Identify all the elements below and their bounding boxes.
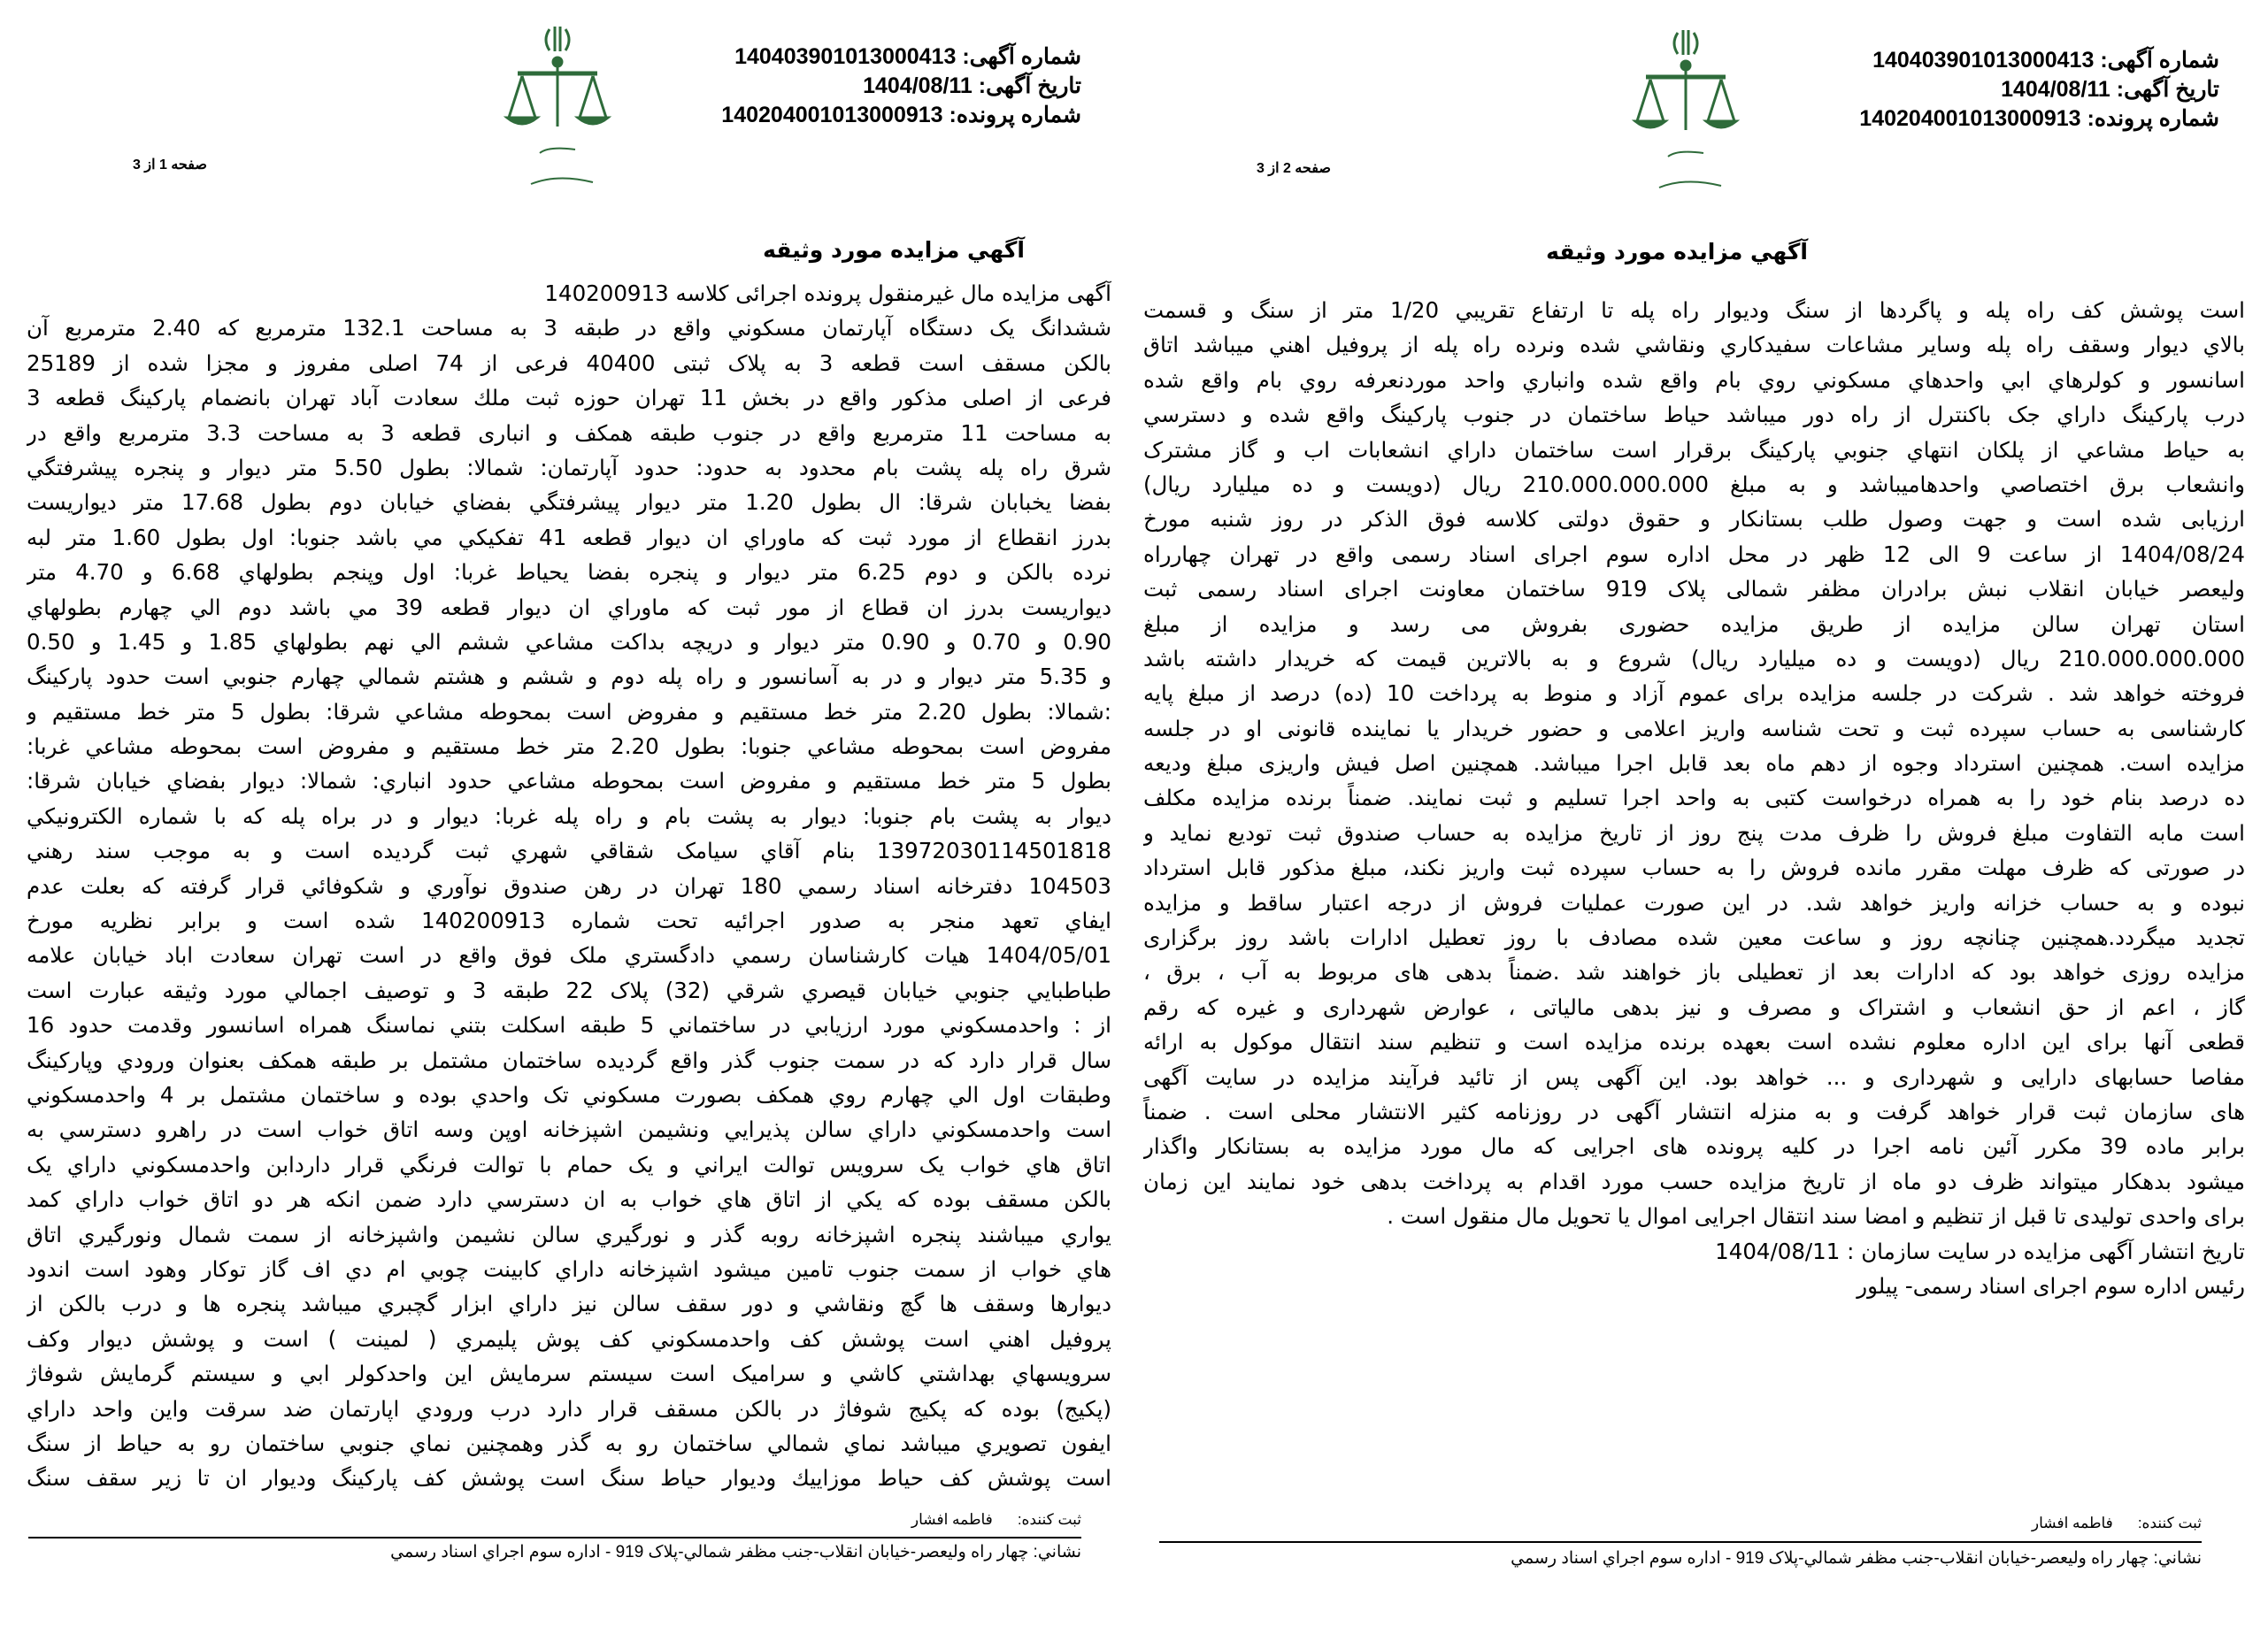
- text-line: است مابه التفاوت مبلغ فروش را ظرف مدت پنج روز از تاريخ مزايده به حساب صندوق ثبت توديع نمايد و: [1143, 819, 2245, 846]
- text-line: رئيس اداره سوم اجرای اسناد رسمی- پيلور: [1857, 1272, 2245, 1299]
- text-line: وليعصر خيابان انقلاب نبش برادران مظفر شمالی پلاک 919 ساختمان معاونت اجرای اسناد رسمی ثبت: [1143, 576, 2245, 602]
- text-line: يواري ميباشند پنجره اشپزخانه روبه گذر و نورگيري سالن نشيمن واشپزخانه از سمت شمال ونورگيري اتاق: [27, 1221, 1111, 1247]
- text-line: طباطبايي جنوبي خيابان قيصري شرقي (32) پلاک 22 طبقه 3 و توصيف اجمالي مورد وثيقه عبارت است: [27, 977, 1111, 1003]
- text-line: ديوار به پشت بام جنوبا: ديوار به پشت بام و راه پله غربا: ديوار و در براه پله كه با شماره الكترونيكي: [27, 802, 1111, 829]
- text-line: برای واحدی توليدی تا قبل از تنظيم و امضا سند انتقال اجرايی اموال يا تحويل مال منقول است .: [1387, 1203, 2245, 1230]
- address: نشاني: چهار راه وليعصر-خيابان انقلاب-جنب مظفر شمالي-پلاک 919 - اداره سوم اجراي اسناد رسمي: [1511, 1549, 2202, 1568]
- judiciary-logo: [491, 7, 624, 197]
- text-line: است واحدمسكوني داراي سالن پذيرايي ونشيمن اشپزخانه اوپن وسه اتاق خواب است در راهرو دسترسي به: [27, 1116, 1111, 1143]
- ad-date: تاريخ آگهی: 1404/08/11: [863, 73, 1081, 98]
- text-line: وانشعاب برق اختصاصي واحدهاميباشد و به مبلغ 210.000.000.000 ريال (دويست و ده ميليارد ريال): [1143, 471, 2245, 497]
- notice-body: [27, 276, 1111, 1496]
- text-line: هاي خواب از سمت جنوب تامين ميشود اشپزخانه داراي كابينت چوبي ام دي اف گاز توكار وهود است اندود: [27, 1255, 1111, 1282]
- text-line: است پوشش كف حياط موزاييك وديوار حياط سنگ است پوشش كف پاركينگ وديوار ان تا زير سقف سنگ: [27, 1465, 1111, 1492]
- page-number: صفحه 1 از 3: [133, 157, 207, 173]
- notice-title: آگهي مزايده مورد وثيقه: [1546, 239, 1808, 265]
- address: نشاني: چهار راه وليعصر-خيابان انقلاب-جنب مظفر شمالي-پلاک 919 - اداره سوم اجراي اسناد رسمي: [390, 1543, 1081, 1561]
- divider: [1159, 1541, 2202, 1543]
- text-line: 0.90 و 0.70 و 0.90 متر ديوار و دريچه بداكت مشاعي ششم الي نهم بطولهاي 1.85 و 1.45 و 0.50: [27, 628, 1111, 655]
- text-line: ديوارها وسقف ها گچ ونقاشي و دور سقف سالن نيز داراي ابزار گچبري ميباشد پنجره ها و درب بالكن از: [27, 1291, 1111, 1317]
- text-line: ديواريست بدرز ان قطاع از مور ثبت كه ماوراي ان ديوار قطعه 39 مي باشد دوم الي چهارم بطولهاي: [27, 594, 1111, 620]
- text-line: 1404/05/01 هيات كارشناسان رسمي دادگستري ملک فوق واقع در است تهران سعادت اباد خيابان علامه: [27, 942, 1111, 969]
- text-line: ايفون تصويري ميباشد نماي شمالي ساختمان رو به گذر وهمچنين نماي جنوبي ساختمان رو به حياط از سنگ: [27, 1430, 1111, 1456]
- text-line: ميشود بدهکار ميتواند ظرف دو ماه از تاريخ مزايده حسب مورد اقدام به پرداخت بدهی خود نمايند اين زمان: [1143, 1168, 2245, 1194]
- document-page-2: [1133, 0, 2268, 1642]
- notice-body: [1143, 293, 2245, 1303]
- text-line: بدرز انقطاع از مورد ثبت كه ماوراي ان ديوار قطعه 41 تفكيكي مي باشد جنوبا: اول بطول 1.60 متر لبه: [27, 524, 1111, 550]
- text-line: ايفاي تعهد منجر به صدور اجرائيه تحت شماره 140200913 شده است و برابر نظريه مورخ: [27, 908, 1111, 934]
- text-line: بالکن مسقف است قطعه 3 به پلاک ثبتی 40400 فرعی از 74 اصلی مفروز و مجزا شده از 25189: [27, 349, 1111, 376]
- text-line: فرعی از اصلی مذکور واقع در بخش 11 تهران حوزه ثبت ملك سعادت آباد تهران بانضمام پارکينگ قطعه 3: [27, 385, 1111, 411]
- text-line: و 5.35 متر ديوار و در به آسانسور و راه پله دوم و ششم و هشتم شمالي چهارم جنوبي است حدود پاركينگ: [27, 664, 1111, 690]
- text-line: تجديد ميگردد.همچنين چنانچه روز و ساعت معين شده مصادف با روز تعطيل ادارات باشد روز برگزاری: [1143, 925, 2245, 951]
- header-meta: [1859, 46, 2219, 134]
- text-line: استان تهران سالن مزايده از طريق مزايده حضوری بفروش می رسد و مزايده از مبلغ: [1143, 610, 2245, 637]
- registrar-name: فاطمه افشار: [911, 1511, 993, 1528]
- text-line: (پكيج) بوده كه پكيج شوفاژ در بالكن مسقف قرار دارد درب ورودي اپارتمان ضد سرقت واين واحد داراي: [27, 1395, 1111, 1422]
- text-line: 104503 دفترخانه اسناد رسمي 180 تهران در رهن صندوق نوآوري و شكوفائي قرار گرفته كه بعلت عدم: [27, 872, 1111, 899]
- text-line: است پوشش کف راه پله و پاگردها از سنگ وديوار راه پله تا ارتفاع تقريبي 1/20 متر از سنگ و قسمت: [1143, 297, 2245, 323]
- case-number: شماره پرونده: 140204001013000913: [721, 103, 1081, 127]
- text-line: 13972030114501818 بنام آقاي سيامک شقاقي شهري ثبت گرديده است و به موجب سند رهني: [27, 838, 1111, 864]
- text-line: قطعی آنها برای اين اداره معلوم نشده است بعهده برنده مزايده است و تنظيم سند انتقال موکول به ارائه: [1143, 1029, 2245, 1055]
- divider: [28, 1537, 1081, 1538]
- text-line: ده درصد بنام خود را به همراه درخواست کتبی به واحد اجرا تسليم و ثبت نمايند. ضمناً برنده مزايده مکلف: [1143, 785, 2245, 811]
- notice-title: آگهي مزايده مورد وثيقه: [763, 237, 1025, 263]
- text-line: برابر ماده 39 مکرر آئين نامه اجرا در کليه پرونده های اجرايی که مال مورد مزايده به بستانکار واگذار: [1143, 1133, 2245, 1160]
- text-line: تاريخ انتشار آگهی مزايده در سايت سازمان : 1404/08/11: [1715, 1238, 2245, 1264]
- registrar-name: فاطمه افشار: [2031, 1515, 2113, 1531]
- text-line: آگهی مزايده مال غيرمنقول پرونده اجرائی کلاسه 140200913: [544, 280, 1111, 306]
- text-line: پروفيل اهني است پوشش كف واحدمسكوني كف پوش پليمري ( لمينت ) است و پوشش ديوار وكف: [27, 1325, 1111, 1352]
- text-line: از : واحدمسكوني مورد ارزيابي در ساختماني 5 طبقه اسكلت بتني نماسنگ همراه اسانسور وقدمت حدود 16: [27, 1012, 1111, 1039]
- ad-number: شماره آگهی: 140403901013000413: [1872, 48, 2219, 73]
- ad-date: تاريخ آگهی: 1404/08/11: [2001, 77, 2219, 102]
- page-number: صفحه 2 از 3: [1257, 161, 1331, 176]
- registrar: [887, 1511, 1081, 1529]
- document-page-1: [0, 0, 1133, 1642]
- text-line: به مساحت 11 مترمربع واقع در جنوب طبقه همکف و انباری قطعه 3 به مساحت 3.3 مترمربع واقع در: [27, 419, 1111, 446]
- text-line: اسانسور و کولرهاي ابي واحدهاي مسکوني روي بام واقع شده وانباري واحد موردنعرفه روي بام واقع شده: [1143, 366, 2245, 393]
- text-line: بطول 5 متر خط مستقيم و مفروض است بمحوطه مشاعي حدود انباري: شمالا: ديوار بفضاي خيابان شرقا:: [27, 768, 1111, 794]
- text-line: مفاصا حسابهای دارايی و شهرداری و ... خواهد بود. اين آگهی پس از تائيد فرآيند مزايده در سايت آگهی: [1143, 1063, 2245, 1090]
- text-line: مفروض است بمحوطه مشاعي جنوبا: بطول 2.20 متر خط مستقيم و مفروض است بمحوطه مشاعي غربا:: [27, 733, 1111, 760]
- text-line: بالاي ديوار وسقف راه پله وساير مشاعات سفيدکاري ونقاشي شده ونرده راه پله از پروفيل اهني ميباشد اتاق: [1143, 332, 2245, 358]
- text-line: مزايده است. همچنين استرداد وجوه از دهم ماه بعد قابل اجرا ميباشد. همچنين اصل فيش واريزی مبلغ وديعه: [1143, 750, 2245, 777]
- text-line: 1404/08/24 از ساعت 9 الی 12 ظهر در محل اداره سوم اجرای اسناد رسمی واقع در تهران چهارراه: [1143, 541, 2245, 567]
- registrar-label: ثبت کننده:: [2137, 1515, 2202, 1531]
- case-number: شماره پرونده: 140204001013000913: [1859, 106, 2219, 131]
- text-line: های سازمان ثبت قرار خواهد گرفت و به منزله انتشار آگهی در روزنامه کثير الانتشار محلی است . ضمناً: [1143, 1098, 2245, 1124]
- header-meta: [721, 42, 1081, 130]
- text-line: نبوده و به حساب خزانه واريز خواهد شد. در اين صورت عمليات فروش از درجه اعتبار ساقط و مزايده: [1143, 889, 2245, 916]
- text-line: سرويسهاي بهداشتي كاشي و سراميک است سيستم سرمايش اين واحدكولر ابي و سيستم گرمايش شوفاژ: [27, 1361, 1111, 1387]
- text-line: مزايده روزی خواهد بود که ادارات بعد از تعطيلی باز خواهند شد .ضمناً بدهی های مربوط به آب ، برق ،: [1143, 959, 2245, 986]
- text-line: به حياط مشاعي از پلکان انتهاي جنوبي پارکينگ برقرار است ساختمان داراي انشعابات اب و گاز مشترک: [1143, 436, 2245, 463]
- judiciary-logo: [1619, 11, 1752, 201]
- registrar: [2007, 1515, 2202, 1532]
- registrar-label: ثبت کننده:: [1017, 1511, 1081, 1528]
- text-line: 210.000.000.000 ريال (دويست و ده ميليارد ريال) شروع و به بالاترين قيمت که خريدار داشته باشد: [1143, 645, 2245, 671]
- text-line: سال قرار دارد كه در سمت جنوب گذر واقع گرديده ساختمان مشتمل بر طبقه همكف بعنوان ورودي وپاركينگ: [27, 1047, 1111, 1073]
- text-line: :شمالا: بطول 2.20 متر خط مستقيم و مفروض است بمحوطه مشاعي شرقا: بطول 5 متر خط مستقيم و: [27, 698, 1111, 725]
- text-line: در صورتی که ظرف مهلت مقرر مانده فروش را به حساب سپرده ثبت واريز نکند، مبلغ مذکور قابل استرداد: [1143, 855, 2245, 881]
- text-line: گاز ، اعم از حق انشعاب و اشتراک و مصرف و نيز بدهی مالياتی ، عوارض شهرداری و غيره که رقم: [1143, 994, 2245, 1020]
- text-line: ارزيابی شده است و جهت وصول طلب بستانکار و حقوق دولتی کلاسه فوق الذکر در روز شنبه مورخ: [1143, 506, 2245, 533]
- text-line: کارشناسی به حساب سپرده ثبت و تحت شناسه واريز اعلامی و حضور خريدار يا نماينده قانونی او در جلسه: [1143, 715, 2245, 741]
- text-line: شرق راه پله پشت بام محدود به حدود: حدود آپارتمان: شمالا: بطول 5.50 متر ديوار و پنجره پيشرفتگي: [27, 454, 1111, 480]
- text-line: وطبقات اول الي چهارم روي همكف بصورت مسكوني تک واحدي بوده و ساختمان مشتمل بر 4 واحدمسكوني: [27, 1081, 1111, 1108]
- text-line: اتاق هاي خواب يک سرويس توالت ايراني و يک حمام با توالت فرنگي قرار داردابن واحدمسكوني داراي يک: [27, 1151, 1111, 1178]
- text-line: فروخته خواهد شد . شرکت در جلسه مزايده برای عموم آزاد و منوط به پرداخت 10 (ده) درصد از مبلغ پايه: [1143, 680, 2245, 707]
- text-line: بالکن مسقف بوده كه يكي از اتاق هاي خواب به ان دسترسي دارد ضمن انكه هر دو اتاق خواب داراي كمد: [27, 1186, 1111, 1213]
- text-line: بفضا يخبابان شرقا: ال بطول 1.20 متر ديوار پيشرفتگي بفضاي خيابان دوم بطول 17.68 متر ديواريست: [27, 489, 1111, 516]
- text-line: ششدانگ يک دستگاه آپارتمان مسکوني واقع در طبقه 3 به مساحت 132.1 مترمربع که 2.40 مترمربع آن: [27, 315, 1111, 341]
- text-line: درب پارکينگ داراي جک باکنترل از راه دور ميباشد حياط ساختمان در جنوب پارکينگ واقع شده و دسترسي: [1143, 402, 2245, 428]
- ad-number: شماره آگهی: 140403901013000413: [734, 44, 1081, 69]
- text-line: نرده بالكن و دوم 6.25 متر ديوار و پنجره بفضا يحياط غربا: اول وپنجم بطولهاي 6.68 و 4.70 متر: [27, 559, 1111, 586]
